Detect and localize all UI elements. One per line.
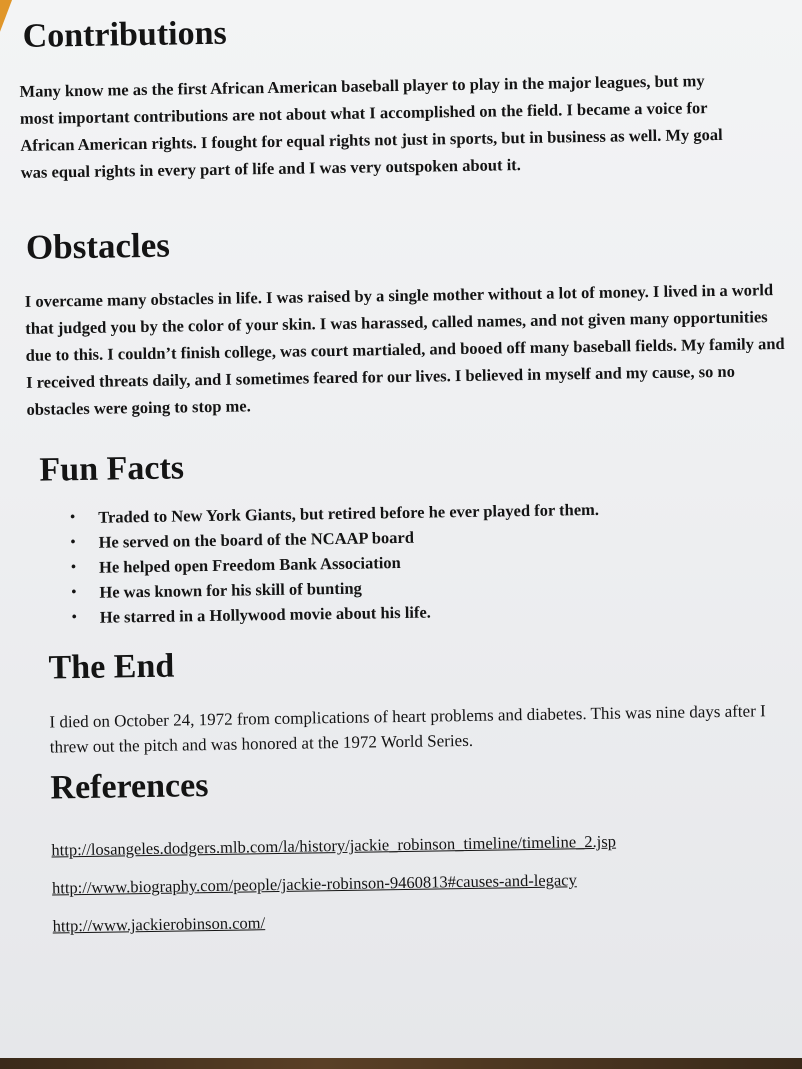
fun-fact-text: He served on the board of the NCAAP board — [98, 527, 415, 552]
fun-facts-list — [70, 497, 601, 630]
bullet-icon: • — [71, 585, 77, 601]
bullet-icon: • — [70, 560, 77, 576]
the-end-paragraph: I died on October 24, 1972 from complications of heart problems and diabetes. This was nine days after I threw out the pitch and was honored at the 1972 World Series. — [49, 701, 766, 757]
bullet-icon: • — [70, 535, 76, 551]
contributions-heading: Contributions — [22, 14, 227, 55]
obstacles-heading: Obstacles — [25, 225, 171, 267]
fun-fact-text: He starred in a Hollywood movie about his life. — [99, 602, 431, 627]
contributions-paragraph: Many know me as the first African American baseball player to play in the major leagues, but my most important contributions are not about what I accomplished on the field. I became a voice for African American rights. I fought for equal rights not just in sports, but in business as well. My goal was equal rights in every part of life and I was very outspoken about it. — [19, 71, 723, 182]
bullet-icon: • — [71, 610, 77, 626]
list-item — [52, 899, 617, 946]
obstacles-paragraph: I overcame many obstacles in life. I was raised by a single mother without a lot of money. I lived in a world that judged you by the color of your skin. I was harassed, called names, and not given many opportunities due to this. I couldn’t finish college, was court martialed, and booed off many baseball fields. My family and I received threats daily, and I sometimes feared for our lives. I believed in myself and my cause, so no obstacles were going to stop me. — [24, 280, 785, 419]
reference-link[interactable]: http://losangeles.dodgers.mlb.com/la/history/jackie_robinson_timeline/timeline_2.jsp — [51, 831, 617, 860]
fun-fact-text: He was known for his skill of bunting — [99, 578, 362, 602]
reference-link[interactable]: http://www.jackierobinson.com/ — [52, 913, 266, 936]
bullet-icon: • — [70, 510, 76, 526]
fun-fact-text: Traded to New York Giants, but retired before he ever played for them. — [98, 499, 600, 527]
references-list — [51, 823, 617, 946]
fun-fact-text: He helped open Freedom Bank Association — [98, 552, 401, 577]
reference-link[interactable]: http://www.biography.com/people/jackie-robinson-9460813#causes-and-legacy — [51, 870, 577, 898]
the-end-heading: The End — [48, 647, 175, 687]
fun-facts-heading: Fun Facts — [39, 449, 185, 489]
references-heading: References — [50, 767, 209, 807]
